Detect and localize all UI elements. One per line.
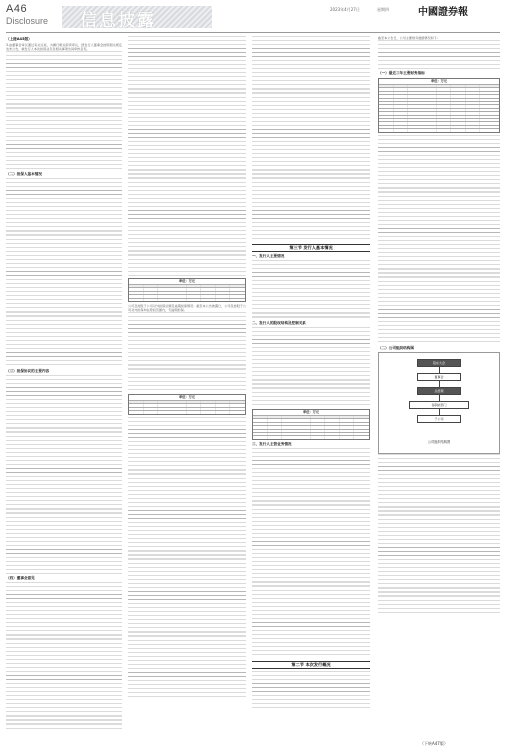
issue-date: 2023年4月27日 [330, 7, 360, 12]
col4-body-text [378, 135, 500, 345]
table-caption: 单位：万元 [179, 279, 195, 283]
col2-body-text [128, 312, 246, 392]
col4-body-text [378, 40, 500, 70]
org-box-shareholders: 股东大会 [417, 359, 461, 367]
col4-subheading-1: （一）最近三年主要财务指标 [378, 71, 425, 76]
col1-subheading-2: （三）担保协议的主要内容 [6, 369, 50, 374]
col3-body-text [252, 671, 370, 711]
column-2 [128, 36, 246, 736]
col4-body-text [378, 454, 500, 614]
org-box-board: 董事会 [417, 373, 461, 381]
page-number: A46 [6, 3, 28, 15]
header-rule [6, 32, 500, 33]
table-caption: 单位：万元 [303, 410, 319, 414]
section-name-en: Disclosure [6, 16, 49, 26]
col3-body-text [252, 448, 370, 658]
col2-body-text [128, 36, 246, 276]
chapter-title: 第二节 本次发行概况 [252, 661, 370, 669]
chapter-title: 第三节 发行人基本情况 [252, 244, 370, 252]
org-box-subsidiaries: 子公司 [417, 415, 461, 423]
data-table [378, 78, 500, 132]
issue-weekday: 星期四 [377, 7, 389, 12]
col1-subheading-1: （二）担保人基本情况 [6, 172, 42, 177]
col3-subheading-3: 三、发行人主营业务情况 [252, 441, 292, 446]
col3-subheading-2: 二、发行人的股权结构及控制关系 [252, 321, 306, 325]
col4-subheading-2: （二）公司组织结构图 [378, 345, 414, 350]
data-table [252, 409, 370, 440]
col3-body-text [252, 327, 370, 407]
column-1 [6, 36, 122, 736]
data-table [128, 278, 246, 302]
section-title: 信息披露 [80, 11, 156, 31]
col1-body-text [6, 582, 122, 732]
data-table [128, 394, 246, 415]
table-caption: 单位：万元 [431, 79, 447, 84]
column-3 [252, 36, 370, 736]
org-box-departments: 各职能部门 [409, 401, 469, 409]
table-caption: 单位：万元 [179, 395, 195, 400]
column-4 [378, 36, 500, 736]
col1-body-text [6, 51, 122, 171]
col1-body-text [6, 178, 122, 368]
newspaper-masthead: 中國證券報 [418, 7, 468, 18]
col3-body-text [252, 260, 370, 320]
col1-body-text [6, 375, 122, 575]
col1-intro: 3.由董事会审议通过有关议案，为履行相关职责审议，经发行人董事会按照相关规定发布公告，就发行人本次担保业务及相关事项出具审核意见。 [6, 43, 122, 52]
col3-body-text [252, 36, 370, 241]
col2-body-text [128, 417, 246, 697]
continued-to: （下转A47版） [420, 741, 448, 746]
col4-intro: 截至本公告日，公司主要财务数据情况如下： [378, 36, 440, 40]
col1-subheading-3: （四）董事会意见 [6, 576, 35, 581]
continued-from: （上接A45版） [6, 37, 32, 41]
org-chart [378, 352, 500, 454]
org-box-gm: 总经理 [417, 387, 461, 395]
col3-subheading-1: 一、发行人主要情况 [252, 254, 285, 258]
col2-note: 公司及控股子公司对外担保总额及逾期担保情况：截至本公告披露日，公司及控股子公司对外担保均在授权范围内，无逾期担保。 [128, 303, 246, 312]
org-chart-caption: 公司组织结构图 [427, 439, 451, 444]
page-header [0, 0, 506, 32]
